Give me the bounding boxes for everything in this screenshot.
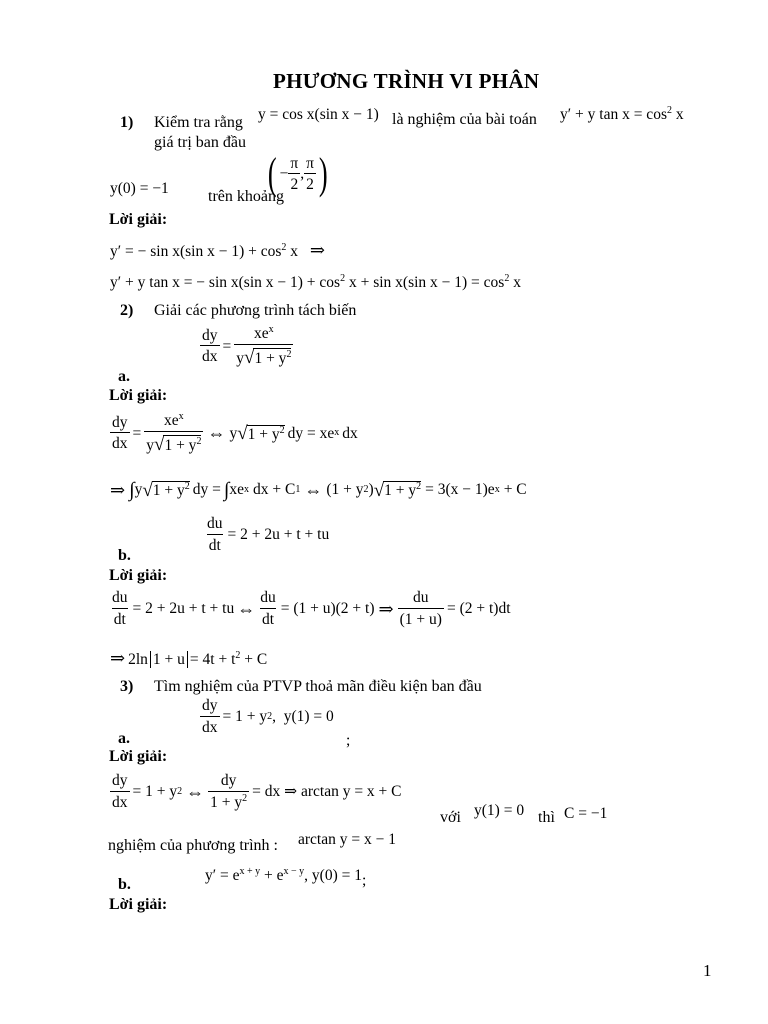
constant-value: C = −1 <box>564 805 608 822</box>
solution-label-3a: Lời giải: <box>109 748 168 765</box>
problem-2b-solution-line-2: ⇒ 2ln $1 + u = 4t + t^2 + C$ <box>110 648 268 668</box>
problem-1-text-3: giá trị ban đầu <box>154 134 246 151</box>
problem-3a-equation: $\frac{dy}{dx}$ = 1 + y 2 , y(1) = 0 <box>202 697 334 736</box>
problem-3a-label: a. <box>118 730 130 747</box>
problem-2-number: 2) <box>120 302 134 319</box>
solution-label-2b: Lời giải: <box>109 567 168 584</box>
problem-1-ode: y′ + y $\tan x = \cos^2 x$ <box>560 105 684 123</box>
conclusion-equation: arctan y = x − 1 <box>298 831 396 848</box>
problem-2a-equation: $\frac{dy}{dx}$ = $\frac{xe^x}{y√1 + y^2}$ <box>202 324 292 368</box>
solution-label-3b: Lời giải: <box>109 896 168 913</box>
problem-3a-solution: $\frac{dy}{dx}$ = 1 + y 2 ⇔ $\frac{dy}{1 + y^2}$ = dx ⇒ arctan y = x + C <box>112 772 402 811</box>
problem-3b-label: b. <box>118 876 131 893</box>
problem-3b-equation: $y' = e^{x + y} + e^{x - y}$, y(0) = 1; <box>205 866 367 889</box>
problem-1-interval-text: trên khoảng <box>208 188 284 205</box>
problem-1-initial-condition: y(0) = −1 <box>110 180 169 197</box>
problem-2a-solution-line-1: $\frac{dy}{dx}$ = $\frac{xe^x}{y√1 + y^2}$ ⇔ y √ $1 + y^2$ dy = xe x dx <box>112 411 358 455</box>
problem-3a-semicolon: ; <box>346 732 351 749</box>
problem-2b-solution-line-1: $\frac{du}{dt}$ = 2 + 2u + t + tu ⇔ $\frac{du}{dt}$ = (1 + u)(2 + t) ⇒ $\frac{du}{(1 + u)}$ = (2 + t)dt <box>112 589 511 628</box>
problem-2a-solution-line-2: ⇒ ∫ y √ $1 + y^2$ dy = ∫ xe x dx + C 1 ⇔ (1 + y 2 ) √ $1 + y^2$ = 3(x − 1)e x + C <box>110 479 527 501</box>
conclusion-text: nghiệm của phương trình : <box>108 837 278 854</box>
then-text: thì <box>538 809 555 826</box>
problem-1-text-2: là nghiệm của bài toán <box>392 111 537 128</box>
problem-1-solution-line-2: y′ + y tan x = − sin x(sin $x - 1) + \cos^2 x + \sin x(\sin$ $x - 1) = \cos^2 x$ <box>110 273 521 291</box>
problem-2b-equation: $\frac{du}{dt}$ = 2 + 2u + t + tu <box>207 515 330 554</box>
problem-2-text: Giải các phương trình tách biến <box>154 302 357 319</box>
problem-1-solution-line-1: y′ = − sin x(sin $x - 1) + \cos^2 x$ ⇒ <box>110 240 325 260</box>
page-number: 1 <box>703 961 712 980</box>
problem-1-text: Kiểm tra rằng <box>154 114 243 131</box>
problem-3-number: 3) <box>120 678 134 695</box>
problem-1-number: 1) <box>120 114 134 131</box>
with-text: với <box>440 809 461 826</box>
problem-2b-label: b. <box>118 547 131 564</box>
problem-2a-label: a. <box>118 368 130 385</box>
problem-1-solution-eq: y = cos x(sin x − 1) <box>258 106 379 123</box>
solution-label-2a: Lời giải: <box>109 387 168 404</box>
page-title: PHƯƠNG TRÌNH VI PHÂN <box>273 69 540 93</box>
problem-3a-initial-condition: y(1) = 0 <box>474 802 525 819</box>
problem-3-text: Tìm nghiệm của PTVP thoả mãn điều kiện ban đầu <box>154 678 482 695</box>
solution-label-1: Lời giải: <box>109 211 168 228</box>
problem-1-interval: ( − $\frac{\pi}{2}$ , $\frac{\pi}{2}$ ) <box>267 149 328 198</box>
